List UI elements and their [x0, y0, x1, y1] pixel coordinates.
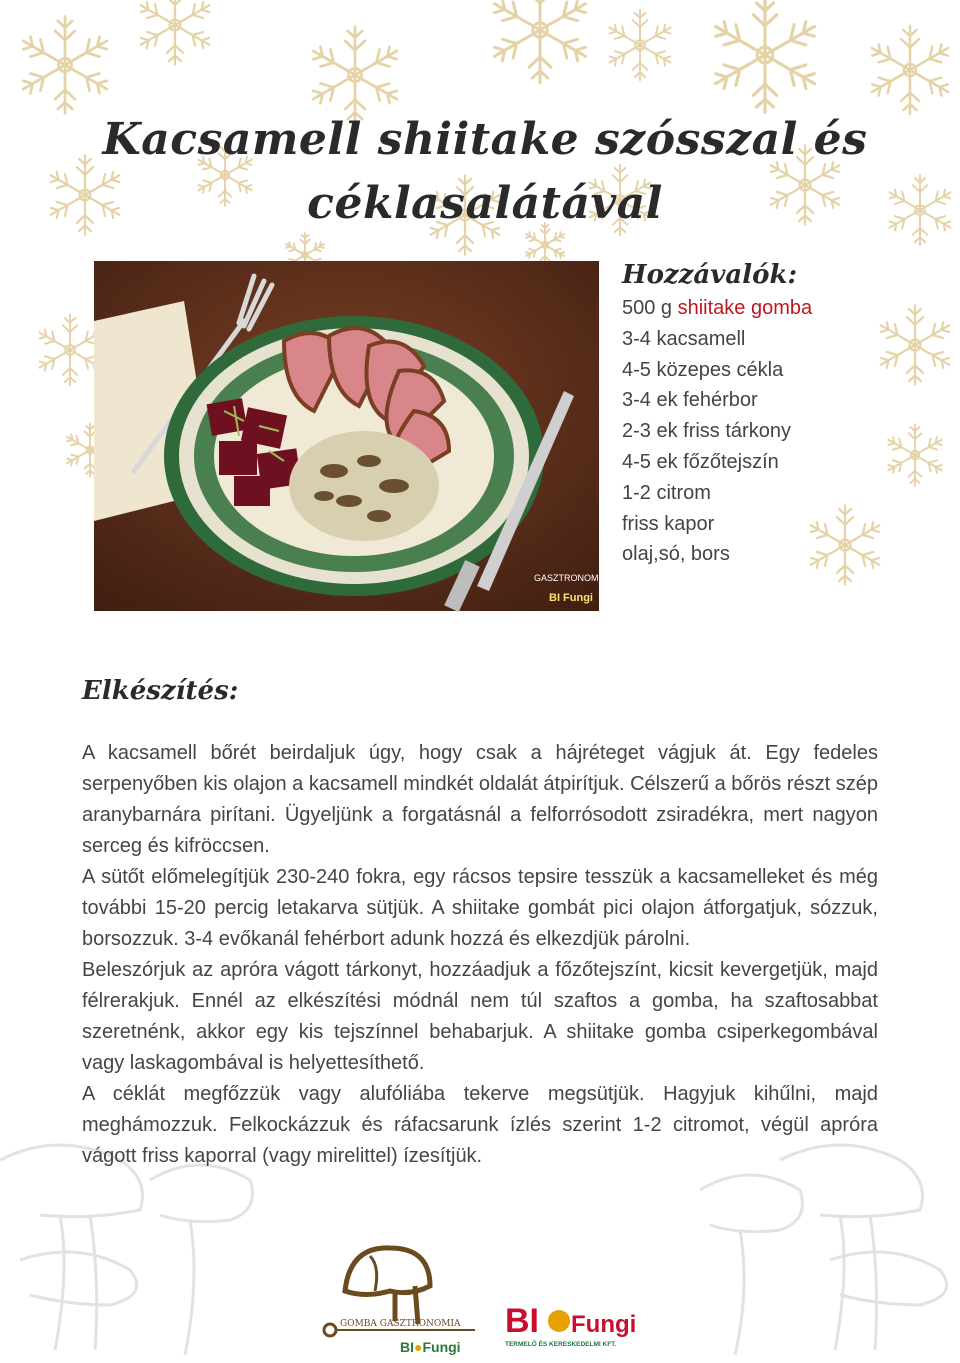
biofungi-logo [503, 1300, 643, 1350]
ingredients-list [622, 293, 812, 570]
ingredient-item: 3-4 ek fehérbor [622, 389, 758, 412]
dish-illustration [94, 261, 608, 611]
logo-biofungi-small: BI●Fungi [400, 1339, 461, 1355]
preparation-paragraph: A céklát megfőzzük vagy alufóliába tekerve megsütjük. Hagyjuk kihűlni, majd meghámozzuk. Felkockázzuk és ráfacsarunk ízlés szerint 1-2 citromot, végül apróra vágott friss kaporral (vagy mirelittel) ízesítjük. [82, 1083, 878, 1167]
snowflake-icon [860, 20, 960, 120]
snowflake-icon [870, 300, 960, 390]
biofungi-bi: BI [505, 1302, 539, 1340]
preparation-text [82, 738, 878, 1172]
ingredient-item: 2-3 ek friss tárkony [622, 420, 791, 443]
snowflake-icon [130, 0, 220, 70]
snowflake-icon [700, 0, 830, 120]
ingredient-item: 3-4 kacsamell [622, 327, 746, 350]
preparation-paragraph: Beleszórjuk az apróra vágott tárkonyt, hozzáadjuk a főzőtejszínt, kicsit kevergetjük, majd félrerakjuk. Ennél az elkészítési módnál nem túl szaftos a gomba, ha szaftosabbat szeretnénk, akkor egy kis tejszínnel behabarjuk. A shiitake gomba csiperkegombával vagy laskagombával is helyettesíthető. [82, 959, 878, 1074]
preparation-paragraph: A kacsamell bőrét beirdaljuk úgy, hogy csak a hájréteget vágjuk át. Egy fedeles serpenyőben kis olajon a kacsamell mindkét oldalát átpirítjuk. Célszerű a bőrös részt szép aranybarnára pirítani. Ügyeljünk a forgatásnál a felforrósodott zsiradékra, mert nagyon serceg és kifröccsen. [82, 742, 878, 857]
snowflake-icon [800, 500, 890, 590]
snowflake-icon [880, 170, 960, 250]
ingredients-heading: Hozzávalók: [622, 260, 798, 290]
snowflake-icon [480, 0, 600, 90]
ingredient-item: olaj,só, bors [622, 543, 730, 566]
recipe-title [90, 108, 880, 236]
ingredient-item: 1-2 citrom [622, 481, 711, 504]
gomba-gasztronomia-logo [300, 1236, 480, 1356]
ingredient-item: friss kapor [622, 512, 715, 535]
logo-gomba-text: GOMBA GASZTRONOMIA [340, 1319, 461, 1329]
ingredient-item: 500 g shiitake gomba [622, 297, 813, 319]
svg-text:GASZTRONOMIA: GASZTRONOMIA [534, 573, 608, 583]
ingredient-item: 4-5 ek főzőtejszín [622, 450, 779, 473]
title-line-1: Kacsamell shiitake szósszal és [102, 114, 868, 165]
snowflake-icon [880, 420, 950, 490]
snowflake-icon [600, 5, 680, 85]
title-line-2: céklasalátával [307, 178, 663, 229]
preparation-paragraph: A sütőt előmelegítjük 230-240 fokra, egy rácsos tepsire tesszük a kacsamelleket és még további 15-20 percig letakarva sütjük. A shiitake gombát pici olajon átforgatjuk, sózzuk, borsozzuk. 3-4 evőkanál fehérbort adunk hozzá és elkezdjük párolni. [82, 866, 878, 950]
biofungi-fungi: Fungi [571, 1311, 637, 1338]
dish-photo [94, 261, 608, 611]
preparation-heading: Elkészítés: [82, 676, 239, 706]
ingredient-highlight: shiitake gomba [677, 297, 813, 319]
snowflake-icon [10, 10, 120, 120]
ingredient-item: 4-5 közepes cékla [622, 358, 784, 381]
svg-text:BI Fungi: BI Fungi [549, 592, 593, 604]
biofungi-subtitle: TERMELŐ ÉS KERESKEDELMI KFT. [505, 1341, 617, 1348]
